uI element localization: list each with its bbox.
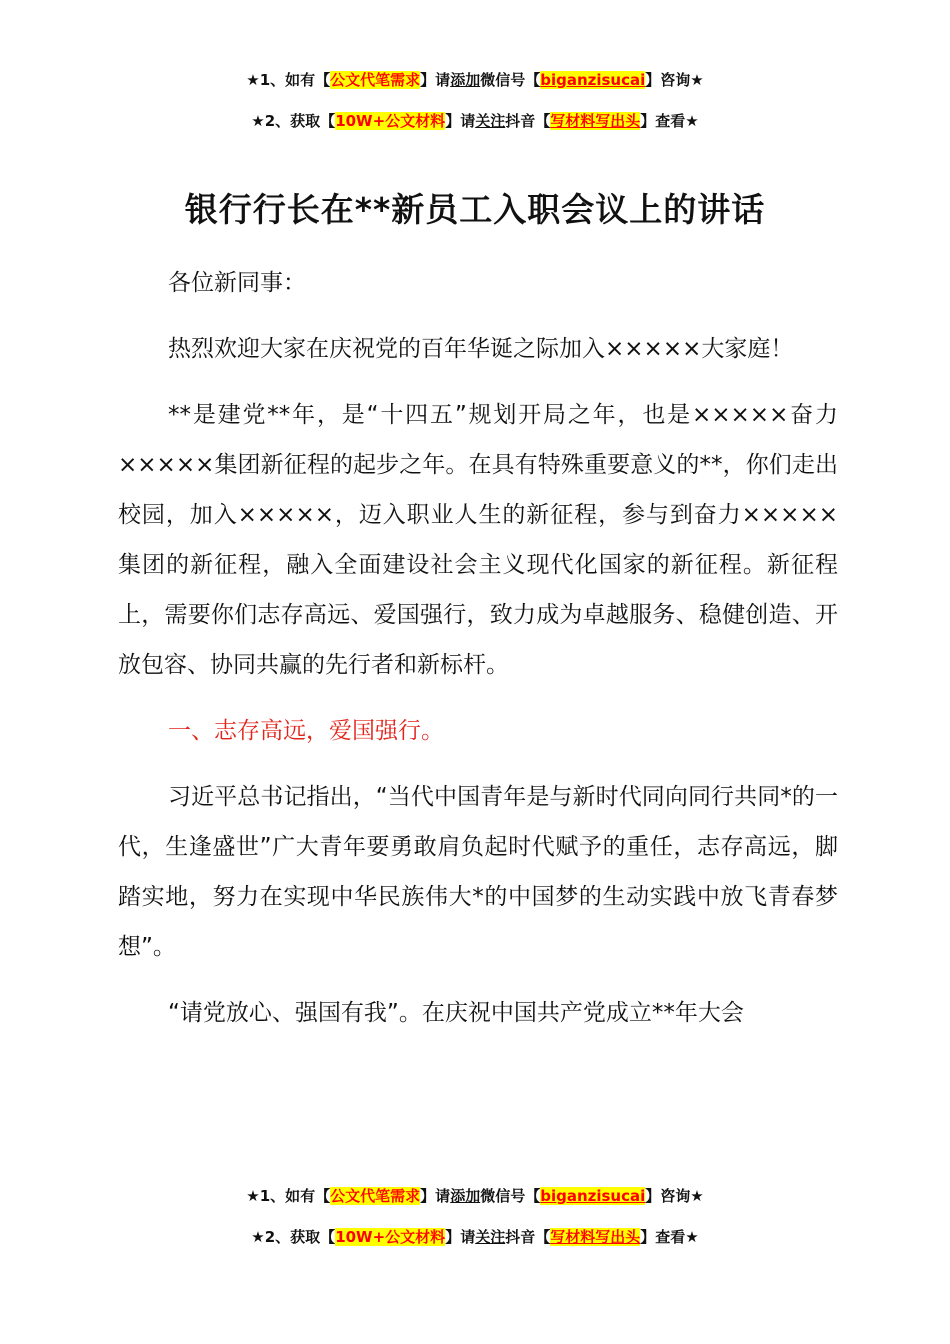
wechat-id: biganzisucai	[540, 1187, 646, 1205]
promo-line-1-bottom: ★1、如有【公文代笔需求】请添加微信号【biganzisucai】咨询★	[246, 1187, 704, 1205]
promo-highlight: 公文代笔需求	[330, 1187, 421, 1205]
document-title: 银行行长在**新员工入职会议上的讲话	[184, 190, 766, 229]
document-body	[118, 258, 838, 1054]
promo-highlight: 10W+公文材料	[335, 1228, 446, 1246]
body-paragraph: 热烈欢迎大家在庆祝党的百年华诞之际加入×××××大家庭！	[168, 336, 794, 362]
body-paragraph: “请党放心、强国有我”。在庆祝中国共产党成立**年大会	[168, 1000, 744, 1026]
promo-line-1-top: ★1、如有【公文代笔需求】请添加微信号【biganzisucai】咨询★	[246, 71, 704, 89]
douyin-id: 写材料写出头	[550, 112, 641, 130]
douyin-id: 写材料写出头	[550, 1228, 641, 1246]
body-paragraph: 习近平总书记指出，“当代中国青年是与新时代同向同行共同*的一代，生逢盛世”广大青年要勇敢肩负起时代赋予的重任，志存高远，脚踏实地，努力在实现中华民族伟大*的中国梦的生动实践中放飞青春梦想”。	[118, 784, 838, 960]
promo-highlight: 10W+公文材料	[335, 112, 446, 130]
salutation: 各位新同事：	[168, 270, 306, 296]
promo-line-2-bottom: ★2、获取【10W+公文材料】请关注抖音【写材料写出头】查看★	[251, 1228, 699, 1246]
promo-highlight: 公文代笔需求	[330, 71, 421, 89]
body-paragraph: **是建党**年，是“十四五”规划开局之年，也是×××××奋力×××××集团新征程的起步之年。在具有特殊重要意义的**，你们走出校园，加入×××××，迈入职业人生的新征程，参与到奋力×××××集团的新征程，融入全面建设社会主义现代化国家的新征程。新征程上，需要你们志存高远、爱国强行，致力成为卓越服务、稳健创造、开放包容、协同共赢的先行者和新标杆。	[118, 402, 838, 678]
section-heading: 一、志存高远，爱国强行。	[168, 718, 444, 744]
wechat-id: biganzisucai	[540, 71, 646, 89]
promo-line-2-top: ★2、获取【10W+公文材料】请关注抖音【写材料写出头】查看★	[251, 112, 699, 130]
